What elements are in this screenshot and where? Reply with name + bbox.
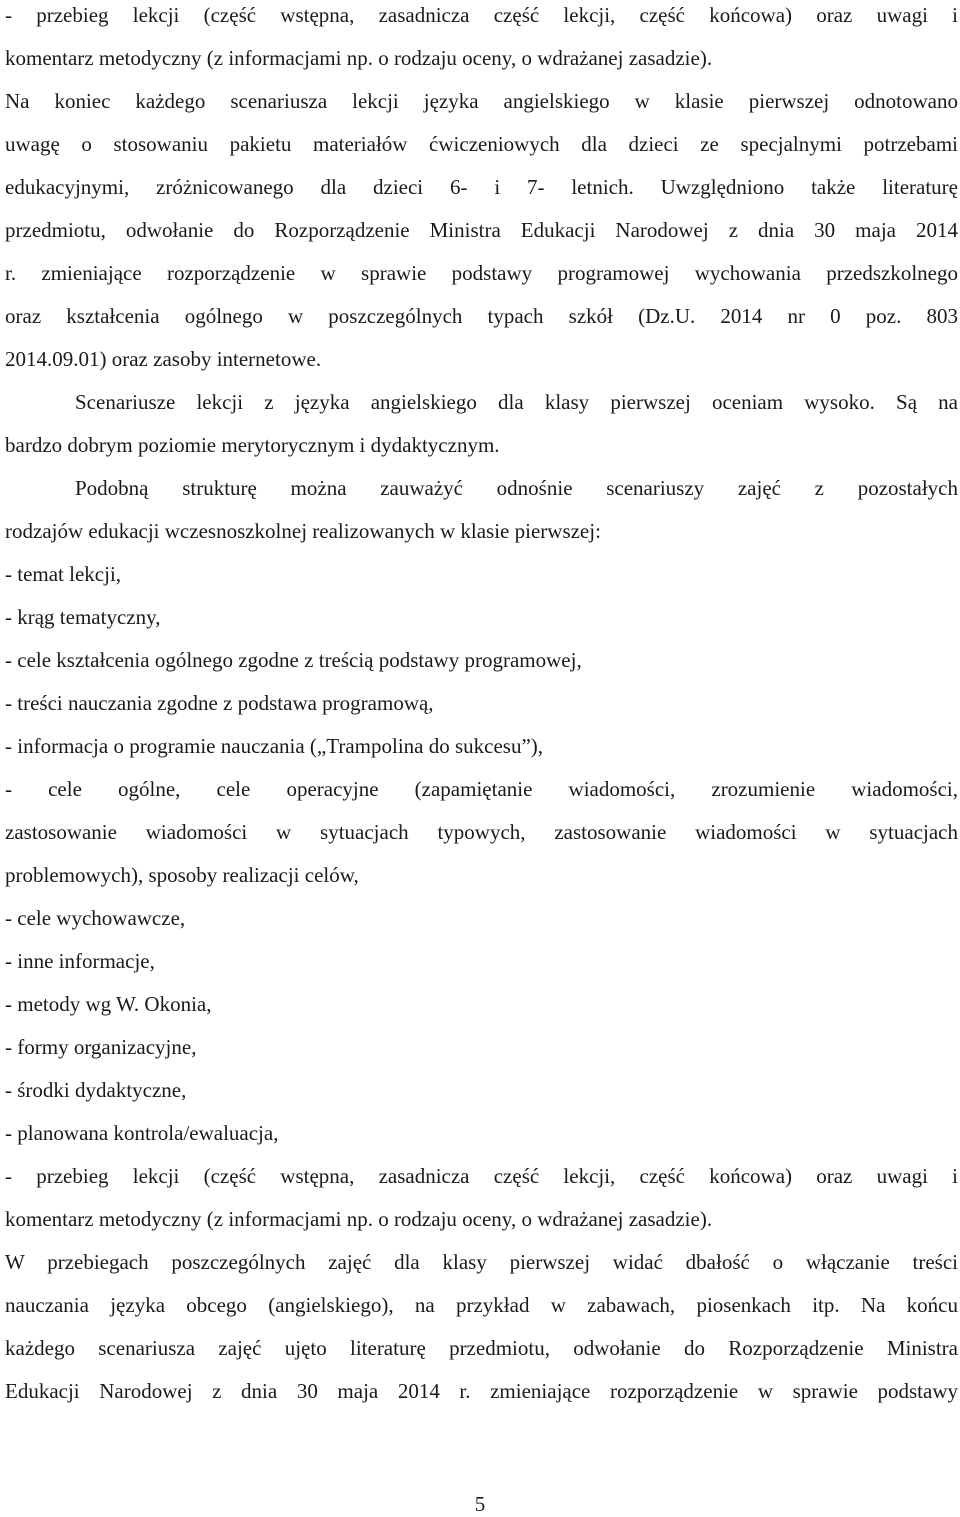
text-line: każdego scenariusza zajęć ujęto literaturę przedmiotu, odwołanie do Rozporządzenie Ministra [5, 1336, 958, 1360]
text-line: Scenariusze lekcji z języka angielskiego dla klasy pierwszej oceniam wysoko. Są na [75, 390, 958, 414]
text-line: zastosowanie wiadomości w sytuacjach typowych, zastosowanie wiadomości w sytuacjach [5, 820, 958, 844]
text-line: uwagę o stosowaniu pakietu materiałów ćwiczeniowych dla dzieci ze specjalnymi potrzebami [5, 132, 958, 156]
list-item: - temat lekcji, [5, 562, 122, 586]
list-item: - cele ogólne, cele operacyjne (zapamiętanie wiadomości, zrozumienie wiadomości, [5, 777, 958, 801]
list-item: - inne informacje, [5, 949, 155, 973]
text-line: nauczania języka obcego (angielskiego), na przykład w zabawach, piosenkach itp. Na końcu [5, 1293, 958, 1317]
list-item: - cele wychowawcze, [5, 906, 186, 930]
text-line: oraz kształcenia ogólnego w poszczególnych typach szkół (Dz.U. 2014 nr 0 poz. 803 [5, 304, 958, 328]
text-line: komentarz metodyczny (z informacjami np. o rodzaju oceny, o wdrażanej zasadzie). [5, 46, 713, 70]
list-item: - przebieg lekcji (część wstępna, zasadnicza część lekcji, część końcowa) oraz uwagi i [5, 1164, 958, 1188]
text-line: Edukacji Narodowej z dnia 30 maja 2014 r. zmieniające rozporządzenie w sprawie podstawy [5, 1379, 958, 1403]
text-line: edukacyjnymi, zróżnicowanego dla dzieci 6- i 7- letnich. Uwzględniono także literaturę [5, 175, 958, 199]
page-number: 5 [474, 1492, 486, 1516]
list-item: - planowana kontrola/ewaluacja, [5, 1121, 279, 1145]
list-item: - krąg tematyczny, [5, 605, 161, 629]
text-line: Na koniec każdego scenariusza lekcji języka angielskiego w klasie pierwszej odnotowano [5, 89, 958, 113]
text-line: W przebiegach poszczególnych zajęć dla klasy pierwszej widać dbałość o włączanie treści [5, 1250, 958, 1274]
list-item: - treści nauczania zgodne z podstawa programową, [5, 691, 434, 715]
text-line: rodzajów edukacji wczesnoszkolnej realizowanych w klasie pierwszej: [5, 519, 601, 543]
text-line: - przebieg lekcji (część wstępna, zasadnicza część lekcji, część końcowa) oraz uwagi i [5, 3, 958, 27]
text-line: problemowych), sposoby realizacji celów, [5, 863, 359, 887]
text-line: Podobną strukturę można zauważyć odnośnie scenariuszy zajęć z pozostałych [75, 476, 958, 500]
text-line: 2014.09.01) oraz zasoby internetowe. [5, 347, 322, 371]
list-item: - środki dydaktyczne, [5, 1078, 187, 1102]
text-line: bardzo dobrym poziomie merytorycznym i dydaktycznym. [5, 433, 500, 457]
text-line: przedmiotu, odwołanie do Rozporządzenie Ministra Edukacji Narodowej z dnia 30 maja 2014 [5, 218, 958, 242]
list-item: - metody wg W. Okonia, [5, 992, 212, 1016]
text-line: r. zmieniające rozporządzenie w sprawie podstawy programowej wychowania przedszkolnego [5, 261, 958, 285]
list-item: - cele kształcenia ogólnego zgodne z treścią podstawy programowej, [5, 648, 582, 672]
list-item: - informacja o programie nauczania („Trampolina do sukcesu”), [5, 734, 544, 758]
text-line: komentarz metodyczny (z informacjami np. o rodzaju oceny, o wdrażanej zasadzie). [5, 1207, 713, 1231]
list-item: - formy organizacyjne, [5, 1035, 197, 1059]
